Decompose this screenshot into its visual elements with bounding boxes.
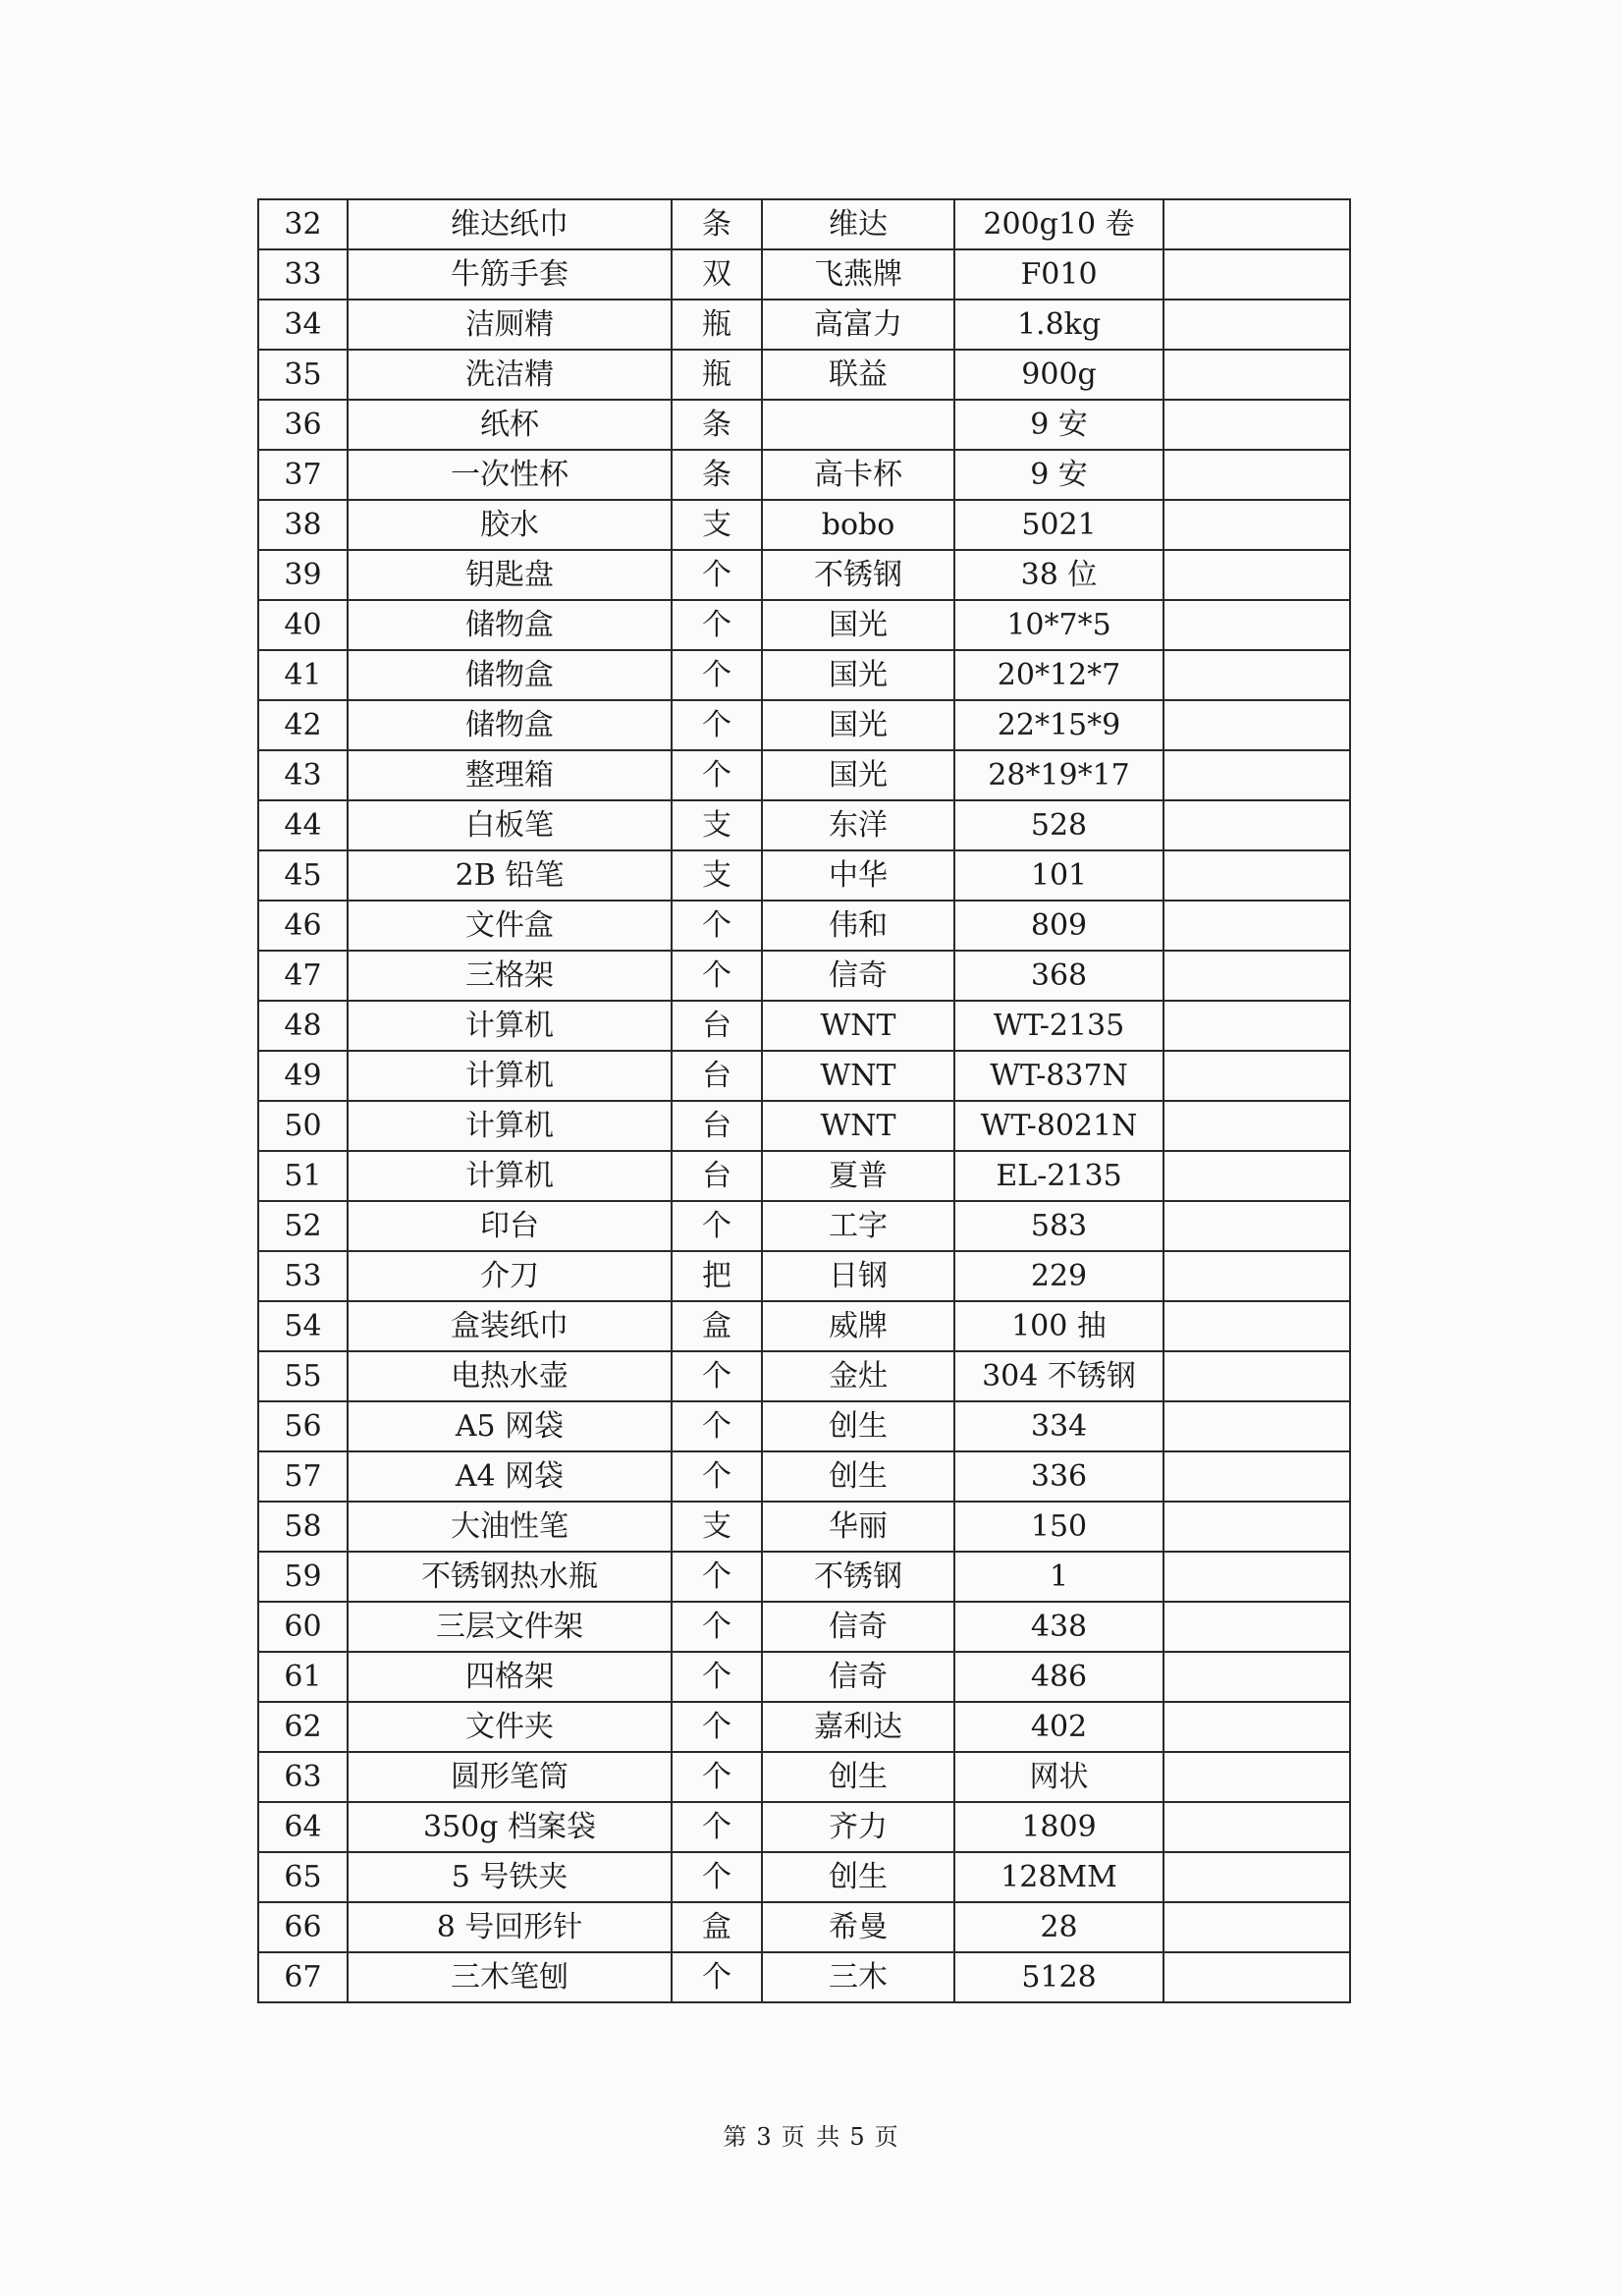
row-number-cell: 57 (258, 1451, 348, 1502)
table-row (258, 1852, 1350, 1902)
brand-cell: 中华 (762, 850, 954, 901)
row-number-cell: 53 (258, 1251, 348, 1301)
note-cell (1163, 300, 1350, 350)
brand-cell: 日钢 (762, 1251, 954, 1301)
spec-cell: 9 安 (954, 400, 1163, 450)
item-name-cell: 纸杯 (348, 400, 672, 450)
row-number-cell: 48 (258, 1001, 348, 1051)
brand-cell: 联益 (762, 350, 954, 400)
spec-cell: 809 (954, 901, 1163, 951)
table-row (258, 1201, 1350, 1251)
unit-cell: 台 (672, 1001, 762, 1051)
row-number-cell: 42 (258, 700, 348, 750)
spec-cell: 368 (954, 951, 1163, 1001)
unit-cell: 个 (672, 1752, 762, 1802)
brand-cell: WNT (762, 1051, 954, 1101)
spec-cell: 20*12*7 (954, 650, 1163, 700)
row-number-cell: 67 (258, 1952, 348, 2002)
unit-cell: 个 (672, 1401, 762, 1451)
table-row (258, 1552, 1350, 1602)
table-row (258, 650, 1350, 700)
spec-cell: 5021 (954, 500, 1163, 550)
row-number-cell: 46 (258, 901, 348, 951)
spec-cell: 9 安 (954, 450, 1163, 500)
brand-cell: 夏普 (762, 1151, 954, 1201)
item-name-cell: 维达纸巾 (348, 199, 672, 249)
spec-cell: 528 (954, 800, 1163, 850)
row-number-cell: 58 (258, 1502, 348, 1552)
unit-cell: 支 (672, 850, 762, 901)
note-cell (1163, 1251, 1350, 1301)
unit-cell: 盒 (672, 1301, 762, 1351)
note-cell (1163, 1502, 1350, 1552)
item-name-cell: 盒装纸巾 (348, 1301, 672, 1351)
brand-cell: 高富力 (762, 300, 954, 350)
row-number-cell: 54 (258, 1301, 348, 1351)
brand-cell: WNT (762, 1101, 954, 1151)
table-row (258, 951, 1350, 1001)
item-name-cell: 计算机 (348, 1051, 672, 1101)
note-cell (1163, 901, 1350, 951)
row-number-cell: 63 (258, 1752, 348, 1802)
unit-cell: 个 (672, 700, 762, 750)
unit-cell: 个 (672, 650, 762, 700)
table-row (258, 450, 1350, 500)
brand-cell: 威牌 (762, 1301, 954, 1351)
brand-cell: 创生 (762, 1852, 954, 1902)
unit-cell: 个 (672, 1451, 762, 1502)
note-cell (1163, 1852, 1350, 1902)
item-table (257, 198, 1351, 2003)
brand-cell: 创生 (762, 1752, 954, 1802)
item-name-cell: 三层文件架 (348, 1602, 672, 1652)
spec-cell: 336 (954, 1451, 1163, 1502)
row-number-cell: 40 (258, 600, 348, 650)
brand-cell: 信奇 (762, 1602, 954, 1652)
unit-cell: 个 (672, 1351, 762, 1401)
unit-cell: 瓶 (672, 350, 762, 400)
page-footer (0, 2117, 1623, 2152)
table-row (258, 1502, 1350, 1552)
table-row (258, 1401, 1350, 1451)
item-name-cell: 介刀 (348, 1251, 672, 1301)
table-row (258, 1051, 1350, 1101)
footer-prefix: 第 (723, 2123, 749, 2151)
item-name-cell: 白板笔 (348, 800, 672, 850)
note-cell (1163, 650, 1350, 700)
spec-cell: 200g10 卷 (954, 199, 1163, 249)
spec-cell: 304 不锈钢 (954, 1351, 1163, 1401)
note-cell (1163, 1702, 1350, 1752)
row-number-cell: 66 (258, 1902, 348, 1952)
item-name-cell: A5 网袋 (348, 1401, 672, 1451)
table-row (258, 600, 1350, 650)
brand-cell: 信奇 (762, 1652, 954, 1702)
row-number-cell: 49 (258, 1051, 348, 1101)
item-name-cell: 350g 档案袋 (348, 1802, 672, 1852)
note-cell (1163, 450, 1350, 500)
item-name-cell: 不锈钢热水瓶 (348, 1552, 672, 1602)
item-name-cell: 圆形笔筒 (348, 1752, 672, 1802)
item-name-cell: 文件夹 (348, 1702, 672, 1752)
item-name-cell: 钥匙盘 (348, 550, 672, 600)
brand-cell: 东洋 (762, 800, 954, 850)
spec-cell: 150 (954, 1502, 1163, 1552)
row-number-cell: 62 (258, 1702, 348, 1752)
table-row (258, 1101, 1350, 1151)
note-cell (1163, 700, 1350, 750)
spec-cell: WT-2135 (954, 1001, 1163, 1051)
spec-cell: 网状 (954, 1752, 1163, 1802)
unit-cell: 把 (672, 1251, 762, 1301)
note-cell (1163, 400, 1350, 450)
unit-cell: 个 (672, 1652, 762, 1702)
unit-cell: 台 (672, 1101, 762, 1151)
footer-total-pages: 5 (849, 2123, 867, 2151)
spec-cell: 10*7*5 (954, 600, 1163, 650)
brand-cell: 工字 (762, 1201, 954, 1251)
table-row (258, 400, 1350, 450)
brand-cell: 国光 (762, 650, 954, 700)
spec-cell: EL-2135 (954, 1151, 1163, 1201)
row-number-cell: 36 (258, 400, 348, 450)
spec-cell: 229 (954, 1251, 1163, 1301)
item-table-body (258, 199, 1350, 2002)
note-cell (1163, 1552, 1350, 1602)
row-number-cell: 32 (258, 199, 348, 249)
item-name-cell: 文件盒 (348, 901, 672, 951)
row-number-cell: 61 (258, 1652, 348, 1702)
table-row (258, 1251, 1350, 1301)
table-row (258, 1802, 1350, 1852)
unit-cell: 台 (672, 1051, 762, 1101)
item-name-cell: 一次性杯 (348, 450, 672, 500)
note-cell (1163, 1401, 1350, 1451)
spec-cell: F010 (954, 249, 1163, 300)
brand-cell: 飞燕牌 (762, 249, 954, 300)
table-row (258, 901, 1350, 951)
unit-cell: 条 (672, 199, 762, 249)
brand-cell: 不锈钢 (762, 1552, 954, 1602)
item-name-cell: 洗洁精 (348, 350, 672, 400)
table-row (258, 199, 1350, 249)
note-cell (1163, 1201, 1350, 1251)
item-name-cell: 大油性笔 (348, 1502, 672, 1552)
row-number-cell: 60 (258, 1602, 348, 1652)
unit-cell: 个 (672, 901, 762, 951)
note-cell (1163, 850, 1350, 901)
unit-cell: 个 (672, 951, 762, 1001)
note-cell (1163, 1051, 1350, 1101)
unit-cell: 个 (672, 1602, 762, 1652)
footer-current-page: 3 (756, 2123, 774, 2151)
table-row (258, 1952, 1350, 2002)
table-row (258, 750, 1350, 800)
note-cell (1163, 199, 1350, 249)
spec-cell: WT-837N (954, 1051, 1163, 1101)
table-row (258, 350, 1350, 400)
item-name-cell: 计算机 (348, 1151, 672, 1201)
unit-cell: 个 (672, 550, 762, 600)
note-cell (1163, 1001, 1350, 1051)
brand-cell: 嘉利达 (762, 1702, 954, 1752)
row-number-cell: 59 (258, 1552, 348, 1602)
item-name-cell: 三格架 (348, 951, 672, 1001)
item-name-cell: 计算机 (348, 1101, 672, 1151)
table-row (258, 1702, 1350, 1752)
note-cell (1163, 1602, 1350, 1652)
item-name-cell: 8 号回形针 (348, 1902, 672, 1952)
unit-cell: 条 (672, 450, 762, 500)
item-name-cell: 储物盒 (348, 700, 672, 750)
item-name-cell: 电热水壶 (348, 1351, 672, 1401)
item-name-cell: 2B 铅笔 (348, 850, 672, 901)
unit-cell: 台 (672, 1151, 762, 1201)
item-name-cell: 5 号铁夹 (348, 1852, 672, 1902)
brand-cell: 伟和 (762, 901, 954, 951)
brand-cell: 华丽 (762, 1502, 954, 1552)
row-number-cell: 55 (258, 1351, 348, 1401)
item-name-cell: 计算机 (348, 1001, 672, 1051)
table-row (258, 550, 1350, 600)
note-cell (1163, 500, 1350, 550)
table-row (258, 1301, 1350, 1351)
row-number-cell: 51 (258, 1151, 348, 1201)
brand-cell: 创生 (762, 1401, 954, 1451)
item-name-cell: 四格架 (348, 1652, 672, 1702)
note-cell (1163, 1451, 1350, 1502)
table-row (258, 1151, 1350, 1201)
spec-cell: 1809 (954, 1802, 1163, 1852)
note-cell (1163, 249, 1350, 300)
unit-cell: 个 (672, 750, 762, 800)
row-number-cell: 37 (258, 450, 348, 500)
spec-cell: 28*19*17 (954, 750, 1163, 800)
spec-cell: 1.8kg (954, 300, 1163, 350)
brand-cell: 国光 (762, 600, 954, 650)
spec-cell: 583 (954, 1201, 1163, 1251)
unit-cell: 支 (672, 1502, 762, 1552)
brand-cell: 金灶 (762, 1351, 954, 1401)
brand-cell: 国光 (762, 700, 954, 750)
brand-cell: 不锈钢 (762, 550, 954, 600)
table-row (258, 249, 1350, 300)
spec-cell: 5128 (954, 1952, 1163, 2002)
unit-cell: 双 (672, 249, 762, 300)
unit-cell: 个 (672, 1201, 762, 1251)
unit-cell: 支 (672, 500, 762, 550)
row-number-cell: 39 (258, 550, 348, 600)
brand-cell: bobo (762, 500, 954, 550)
row-number-cell: 35 (258, 350, 348, 400)
note-cell (1163, 1902, 1350, 1952)
spec-cell: 128MM (954, 1852, 1163, 1902)
unit-cell: 条 (672, 400, 762, 450)
item-name-cell: 储物盒 (348, 650, 672, 700)
table-row (258, 850, 1350, 901)
brand-cell: 高卡杯 (762, 450, 954, 500)
note-cell (1163, 800, 1350, 850)
footer-middle: 页 共 (781, 2123, 842, 2151)
spec-cell: 22*15*9 (954, 700, 1163, 750)
item-name-cell: A4 网袋 (348, 1451, 672, 1502)
note-cell (1163, 1802, 1350, 1852)
note-cell (1163, 750, 1350, 800)
row-number-cell: 64 (258, 1802, 348, 1852)
spec-cell: 101 (954, 850, 1163, 901)
table-row (258, 300, 1350, 350)
unit-cell: 个 (672, 1552, 762, 1602)
spec-cell: 402 (954, 1702, 1163, 1752)
spec-cell: 486 (954, 1652, 1163, 1702)
item-name-cell: 整理箱 (348, 750, 672, 800)
brand-cell: 希曼 (762, 1902, 954, 1952)
brand-cell: 信奇 (762, 951, 954, 1001)
row-number-cell: 47 (258, 951, 348, 1001)
brand-cell: 三木 (762, 1952, 954, 2002)
table-row (258, 1451, 1350, 1502)
item-name-cell: 牛筋手套 (348, 249, 672, 300)
table-row (258, 1902, 1350, 1952)
row-number-cell: 52 (258, 1201, 348, 1251)
brand-cell (762, 400, 954, 450)
note-cell (1163, 1752, 1350, 1802)
note-cell (1163, 1301, 1350, 1351)
item-name-cell: 储物盒 (348, 600, 672, 650)
unit-cell: 盒 (672, 1902, 762, 1952)
row-number-cell: 50 (258, 1101, 348, 1151)
spec-cell: 38 位 (954, 550, 1163, 600)
brand-cell: 国光 (762, 750, 954, 800)
brand-cell: 创生 (762, 1451, 954, 1502)
row-number-cell: 44 (258, 800, 348, 850)
row-number-cell: 33 (258, 249, 348, 300)
brand-cell: 齐力 (762, 1802, 954, 1852)
item-name-cell: 胶水 (348, 500, 672, 550)
table-row (258, 1351, 1350, 1401)
spec-cell: 334 (954, 1401, 1163, 1451)
table-row (258, 1602, 1350, 1652)
note-cell (1163, 600, 1350, 650)
row-number-cell: 45 (258, 850, 348, 901)
row-number-cell: 43 (258, 750, 348, 800)
unit-cell: 支 (672, 800, 762, 850)
spec-cell: 900g (954, 350, 1163, 400)
note-cell (1163, 350, 1350, 400)
table-row (258, 500, 1350, 550)
table-row (258, 800, 1350, 850)
brand-cell: WNT (762, 1001, 954, 1051)
item-name-cell: 三木笔刨 (348, 1952, 672, 2002)
spec-cell: WT-8021N (954, 1101, 1163, 1151)
row-number-cell: 34 (258, 300, 348, 350)
brand-cell: 维达 (762, 199, 954, 249)
table-row (258, 1752, 1350, 1802)
note-cell (1163, 951, 1350, 1001)
item-name-cell: 印台 (348, 1201, 672, 1251)
note-cell (1163, 1151, 1350, 1201)
row-number-cell: 65 (258, 1852, 348, 1902)
unit-cell: 个 (672, 600, 762, 650)
table-row (258, 700, 1350, 750)
unit-cell: 个 (672, 1802, 762, 1852)
note-cell (1163, 1351, 1350, 1401)
note-cell (1163, 1652, 1350, 1702)
note-cell (1163, 1952, 1350, 2002)
unit-cell: 瓶 (672, 300, 762, 350)
spec-cell: 28 (954, 1902, 1163, 1952)
spec-cell: 438 (954, 1602, 1163, 1652)
note-cell (1163, 550, 1350, 600)
spec-cell: 1 (954, 1552, 1163, 1602)
unit-cell: 个 (672, 1702, 762, 1752)
unit-cell: 个 (672, 1852, 762, 1902)
table-row (258, 1001, 1350, 1051)
row-number-cell: 38 (258, 500, 348, 550)
unit-cell: 个 (672, 1952, 762, 2002)
row-number-cell: 56 (258, 1401, 348, 1451)
table-row (258, 1652, 1350, 1702)
spec-cell: 100 抽 (954, 1301, 1163, 1351)
row-number-cell: 41 (258, 650, 348, 700)
item-name-cell: 洁厕精 (348, 300, 672, 350)
footer-suffix: 页 (874, 2123, 900, 2151)
note-cell (1163, 1101, 1350, 1151)
